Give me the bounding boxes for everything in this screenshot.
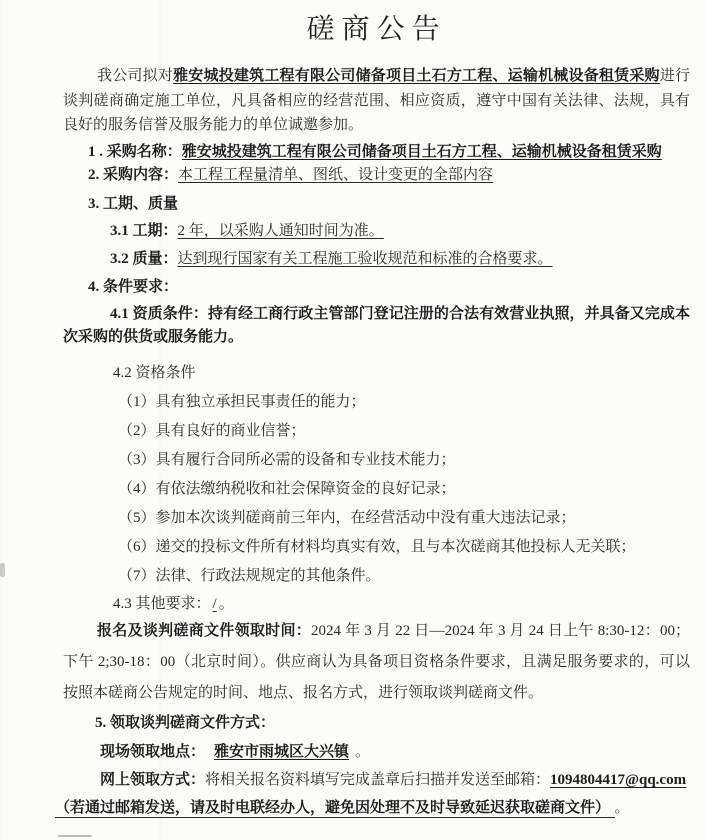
intro-suffix: 进行谈判磋商确定施工单位，凡具备相应的经营范围、相应资质，遵守中国有关法律、法规，具有良好的服务信誉及服务能力的单位诚邀参加。	[63, 68, 690, 134]
scan-artifact-speck	[0, 563, 5, 577]
procurement-name-row	[63, 142, 690, 162]
email-note-text: （若通过邮箱发送，请及时电联经办人，避免因处理不及时导致延迟获取磋商文件）	[55, 800, 615, 818]
project-name-highlight: 雅安城投建筑工程有限公司储备项目土石方工程、运输机械设备租赁采购	[173, 68, 660, 84]
condition-item: （6）递交的投标文件所有材料均真实有效，且与本次磋商其他投标人无关联；	[118, 538, 636, 555]
other-requirements-period: 。	[218, 595, 234, 612]
other-requirements-row	[63, 594, 690, 614]
duration-value: 2 年，以采购人通知时间为准。	[177, 222, 384, 239]
procurement-content-label: 2. 采购内容：	[88, 166, 179, 183]
site-pickup-value: 雅安市雨城区大兴镇	[214, 743, 350, 760]
procurement-content-value: 本工程工程量清单、图纸、设计变更的全部内容	[178, 166, 494, 183]
site-pickup-row	[63, 742, 690, 762]
duration-row	[63, 221, 690, 241]
site-pickup-label: 现场领取地点：	[100, 743, 206, 760]
qualification-paragraph: 4.1 资质条件：持有经工商行政主管部门登记注册的合法有效营业执照，并具备又完成本次采购的供货或服务能力。	[63, 305, 690, 345]
intro-prefix: 我公司拟对	[97, 68, 174, 84]
signup-time-label: 报名及谈判磋商文件领取时间：	[97, 622, 312, 639]
quality-value: 达到现行国家有关工程施工验收规范和标准的合格要求。	[177, 250, 553, 267]
condition-item: （1）具有独立承担民事责任的能力；	[118, 393, 366, 410]
email-note-period: 。	[614, 799, 630, 816]
quality-row	[63, 249, 690, 269]
email-address: 1094804417@qq.com	[550, 771, 687, 788]
procurement-name-label: 1 . 采购名称：	[88, 143, 182, 160]
signup-time-paragraph	[63, 616, 690, 709]
condition-item: （5）参加本次谈判磋商前三年内，在经营活动中没有重大违法记录；	[118, 509, 576, 526]
procurement-name-value: 雅安城投建筑工程有限公司储备项目土石方工程、运输机械设备租赁采购	[181, 143, 662, 160]
signup-time-text: 2024 年 3 月 22 日—2024 年 3 月 24 日上午 8:30-12：00；下午 2;30-18：00（北京时间）。供应商认为具备项目资格条件要求，且满足服务要求的，可以按照本磋商公告规定的时间、地点、报名方式，进行领取谈判磋商文件。	[63, 622, 690, 701]
condition-item: （4）有依法缴纳税收和社会保障资金的良好记录；	[118, 480, 456, 497]
online-pickup-label: 网上领取方式：	[100, 771, 206, 788]
condition-item: （3）具有履行合同所必需的设备和专业技术能力；	[118, 451, 456, 468]
condition-item: （7）法律、行政法规规定的其他条件。	[118, 567, 381, 584]
online-pickup-text: 将相关报名资料填写完成盖章后扫描并发送至邮箱：	[205, 771, 551, 788]
site-pickup-period: 。	[355, 743, 371, 760]
document-title: 磋商公告	[306, 14, 447, 45]
condition-item: （2）具有良好的商业信誉；	[118, 422, 306, 439]
section-duration-quality: 3. 工期、质量	[88, 195, 179, 212]
online-pickup-row	[63, 770, 690, 790]
intro-paragraph	[63, 64, 690, 138]
procurement-content-row	[63, 165, 690, 185]
section-document-pickup: 5. 领取谈判磋商文件方式：	[95, 714, 276, 731]
eligibility-heading: 4.2 资格条件	[113, 364, 196, 381]
scan-artifact-mark	[58, 835, 92, 837]
duration-label: 3.1 工期：	[110, 222, 178, 239]
other-requirements-label: 4.3 其他要求：	[113, 595, 211, 612]
quality-label: 3.2 质量：	[110, 250, 178, 267]
other-requirements-value: /	[212, 595, 217, 612]
section-requirements: 4. 条件要求：	[88, 278, 179, 295]
email-note-row	[55, 798, 690, 818]
